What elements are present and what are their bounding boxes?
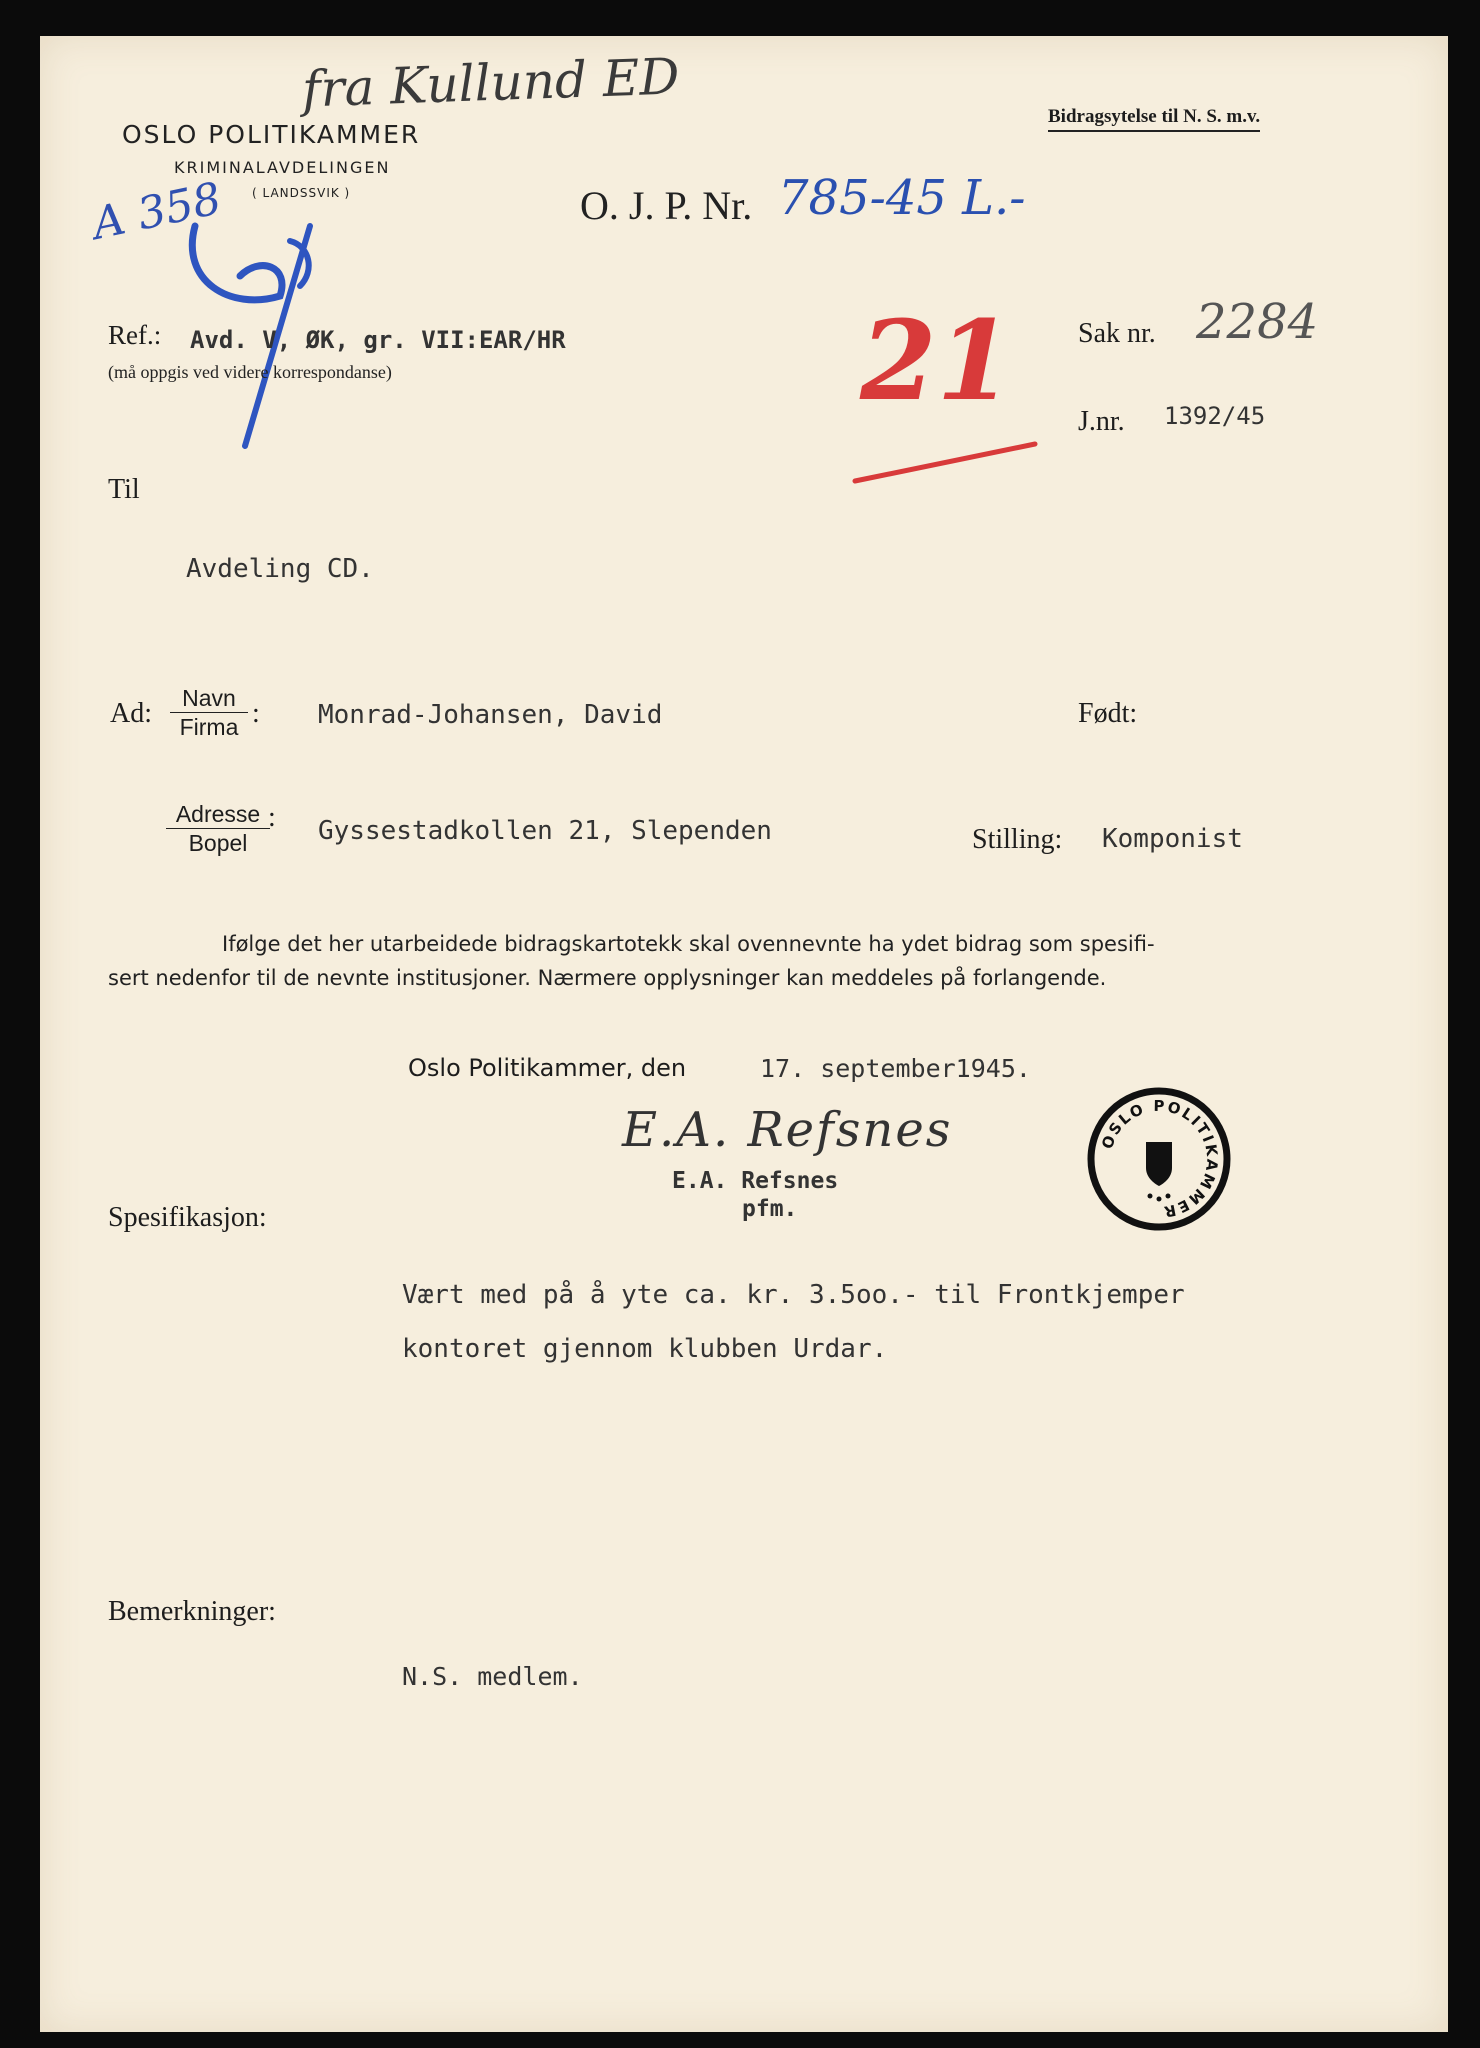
police-stamp (1084, 1084, 1234, 1234)
name-value: Monrad-Johansen, David (318, 700, 663, 730)
jnr-label: J.nr. (1078, 406, 1125, 437)
remarks-label: Bemerkninger: (108, 1596, 276, 1627)
margin-number: A 358 (88, 173, 226, 250)
sak-number: 2284 (1196, 294, 1319, 350)
name-firma-label (170, 684, 248, 741)
body-line-2: sert nedenfor til de nevnte institusjoner. Nærmere opplysninger kan meddeles på forlangende. (108, 966, 1107, 990)
specification-line-2: kontoret gjennom klubben Urdar. (402, 1334, 888, 1364)
letterhead-section: ( LANDSSVIK ) (252, 186, 351, 200)
address-value: Gyssestadkollen 21, Slependen (318, 816, 772, 846)
blue-pen-marks (140, 186, 360, 456)
handwritten-note: fra Kullund ED (301, 47, 681, 119)
ojp-label: O. J. P. Nr. (580, 183, 753, 228)
occupation-value: Komponist (1102, 824, 1243, 854)
born-label: Født: (1078, 698, 1138, 729)
firma-label: Firma (179, 714, 239, 740)
occupation-label: Stilling: (972, 824, 1063, 855)
sak-label: Sak nr. (1078, 318, 1156, 349)
name-label: Navn (170, 684, 248, 713)
til-label: Til (108, 474, 140, 505)
header-title: Bidragsytelse til N. S. m.v. (1048, 106, 1260, 132)
ref-note: (må oppgis ved videre korrespondanse) (108, 362, 392, 382)
ref-value: Avd. V, ØK, gr. VII:EAR/HR (190, 326, 566, 354)
bopel-label: Bopel (188, 830, 248, 856)
jnr-value: 1392/45 (1164, 402, 1266, 430)
signature: E.A. Refsnes (622, 1102, 953, 1158)
colon: : (252, 698, 260, 729)
adresse-label: Adresse (166, 800, 270, 829)
recipient: Avdeling CD. (186, 554, 374, 584)
ad-label: Ad: (110, 698, 152, 729)
stamp-text: OSLO POLITIKAMMER (1098, 1096, 1222, 1222)
remarks-value: N.S. medlem. (402, 1662, 583, 1691)
ref-label: Ref.: (108, 320, 162, 350)
dateline-place: Oslo Politikammer, den (408, 1054, 687, 1082)
signer-title: pfm. (742, 1196, 798, 1222)
red-underline (850, 436, 1050, 496)
signer-name: E.A. Refsnes (672, 1168, 839, 1194)
letterhead-title: OSLO POLITIKAMMER (122, 120, 421, 149)
red-case-number: 21 (860, 296, 1014, 425)
document-page (40, 36, 1448, 2032)
address-label (166, 800, 270, 857)
body-line-1: Ifølge det her utarbeidede bidragskartotekk skal ovennevnte ha ydet bidrag som spesifi- (222, 932, 1155, 956)
specification-label: Spesifikasjon: (108, 1202, 267, 1233)
specification-line-1: Vært med på å yte ca. kr. 3.5oo.- til Frontkjemper (402, 1280, 1185, 1310)
colon: : (268, 802, 276, 833)
letterhead-department: KRIMINALAVDELINGEN (174, 158, 391, 177)
ojp-number: 785-45 L.- (778, 170, 1026, 226)
dateline-date: 17. september1945. (760, 1054, 1031, 1083)
